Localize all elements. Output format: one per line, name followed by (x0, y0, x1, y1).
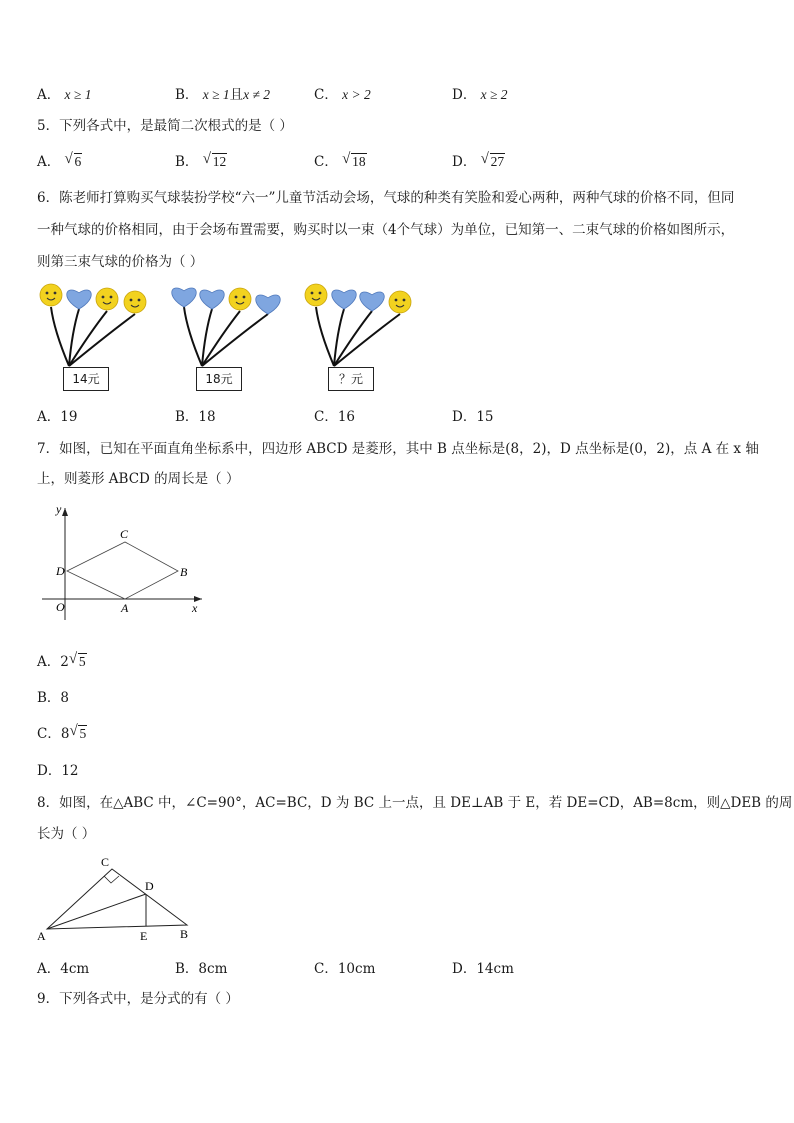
q6-stem-line1: 6．陈老师打算购买气球装扮学校“六一”儿童节活动会场，气球的种类有笑脸和爱心两种，两种气球的价格不同，但同 (37, 190, 735, 206)
q8-option-c (314, 957, 375, 977)
rhombus-coordinate-figure (37, 500, 207, 630)
price-label: ？元 (328, 367, 374, 391)
option-letter: A． (37, 87, 61, 103)
heart-balloon-icon (200, 290, 225, 309)
q7-stem-line1: 7．如图，已知在平面直角坐标系中，四边形 ABCD 是菱形，其中 B 点坐标是(8，2)，D 点坐标是(0，2)，点 A 在 x 轴 (37, 441, 759, 457)
option-letter: B． (175, 154, 199, 170)
option-letter: B． (175, 409, 199, 425)
smiley-balloon-icon (124, 291, 146, 313)
q8-stem-line1: 8．如图，在△ABC 中，∠C=90°，AC=BC，D 为 BC 上一点，且 DE⊥AB 于 E，若 DE=CD，AB=8cm，则△DEB 的周 (37, 795, 793, 811)
sqrt-expression: √ 5 (68, 651, 86, 669)
balloon-string (334, 314, 400, 366)
label-c: C (101, 855, 110, 869)
label-d: D (56, 564, 65, 578)
balloon-string (334, 311, 372, 366)
option-value: 8 (60, 690, 70, 706)
sqrt-expression: √ 5 (69, 723, 87, 741)
q7-stem-line2: 上，则菱形 ABCD 的周长是（ ） (37, 471, 240, 487)
q5-stem: 5．下列各式中，是最简二次根式的是（ ） (37, 118, 293, 134)
q5-option-d (452, 150, 505, 170)
q5-option-a (37, 150, 82, 170)
heart-balloon-icon (67, 290, 92, 309)
option-conjunction: 且 (229, 87, 244, 103)
smiley-balloon-icon (389, 291, 411, 313)
option-expression: x ≥ 1 (202, 87, 230, 102)
q4-option-b (175, 83, 270, 103)
option-coefficient: 2 (60, 654, 69, 670)
price-label: 18元 (196, 367, 242, 391)
label-d: D (145, 879, 154, 893)
q6-stem-line2: 一种气球的价格相同，由于会场布置需要，购买时以一束（4个气球）为单位，已知第一、二束气球的价格如图所示， (37, 222, 735, 238)
radicand: 5 (78, 654, 86, 669)
option-letter: D． (37, 763, 62, 779)
option-value: 8cm (198, 961, 228, 977)
smiley-balloon-icon (40, 284, 62, 306)
option-value: 19 (60, 409, 78, 425)
label-a: A (37, 929, 46, 943)
q8-option-a (37, 957, 89, 977)
balloon-string (316, 307, 334, 366)
q6-option-c (314, 405, 355, 425)
q9-stem: 9．下列各式中，是分式的有（ ） (37, 991, 239, 1007)
q4-option-c (314, 83, 371, 103)
smiley-balloon-icon (96, 288, 118, 310)
option-letter: D． (452, 409, 477, 425)
balloon-string (69, 311, 107, 366)
option-value: 14cm (476, 961, 514, 977)
heart-balloon-icon (256, 295, 281, 314)
q6-option-d (452, 405, 494, 425)
option-letter: D． (452, 154, 477, 170)
q4-option-a (37, 83, 91, 103)
q7-option-c (37, 722, 87, 742)
option-letter: D． (452, 87, 477, 103)
sqrt-expression: √ 6 (64, 151, 82, 169)
q6-stem-line3: 则第三束气球的价格为（ ） (37, 254, 204, 270)
option-expression: x ≥ 2 (480, 87, 508, 102)
smiley-balloon-icon (229, 288, 251, 310)
y-axis-arrow (62, 508, 68, 516)
price-label: 14元 (63, 367, 109, 391)
option-value: 15 (476, 409, 494, 425)
q8-option-b (175, 957, 227, 977)
rhombus-abcd (67, 542, 178, 599)
option-letter: B． (175, 87, 199, 103)
smiley-balloon-icon (305, 284, 327, 306)
q5-option-b (175, 150, 227, 170)
label-y: y (56, 502, 62, 516)
option-value: 4cm (60, 961, 90, 977)
option-letter: C． (314, 87, 338, 103)
option-coefficient: 8 (60, 726, 70, 742)
option-letter: A． (37, 961, 61, 977)
segment-ad (47, 894, 146, 929)
label-origin: O (56, 600, 65, 614)
balloon-figure (37, 280, 417, 395)
label-a: A (121, 601, 129, 615)
option-expression: x ≥ 1 (64, 87, 92, 102)
option-letter: C． (314, 409, 338, 425)
option-letter: B． (175, 961, 199, 977)
q6-option-b (175, 405, 216, 425)
q4-option-d (452, 83, 508, 103)
label-b: B (180, 927, 189, 941)
q5-option-c (314, 150, 367, 170)
heart-balloon-icon (360, 292, 385, 311)
option-letter: B． (37, 690, 61, 706)
option-letter: C． (37, 726, 61, 742)
heart-balloon-icon (332, 290, 357, 309)
radicand: 12 (212, 154, 227, 169)
q6-option-a (37, 405, 77, 425)
option-value: 12 (61, 763, 79, 779)
option-letter: A． (37, 654, 61, 670)
radicand: 27 (490, 154, 505, 169)
radicand: 6 (74, 154, 82, 169)
triangle-figure (35, 852, 200, 944)
option-letter: A． (37, 154, 61, 170)
label-c: C (120, 527, 129, 541)
q8-option-d (452, 957, 514, 977)
radicand: 18 (352, 154, 366, 169)
q7-option-b (37, 686, 69, 706)
q8-stem-line2: 长为（ ） (37, 826, 96, 842)
balloon-string (202, 311, 240, 366)
sqrt-expression: √ 12 (202, 151, 227, 169)
option-expression: x ≠ 2 (243, 87, 271, 102)
heart-balloon-icon (172, 288, 197, 307)
label-e: E (140, 929, 148, 943)
radicand: 5 (79, 726, 87, 741)
q7-option-d (37, 759, 79, 779)
label-b: B (180, 565, 188, 579)
option-letter: C． (314, 961, 338, 977)
balloon-string (69, 314, 135, 366)
sqrt-expression: √ 18 (342, 151, 366, 169)
option-value: 16 (337, 409, 356, 425)
option-value: 10cm (337, 961, 376, 977)
sqrt-expression: √ 27 (480, 151, 505, 169)
balloon-string (51, 307, 69, 366)
option-expression: x > 2 (342, 87, 371, 102)
option-letter: C． (314, 154, 338, 170)
balloon-string (184, 307, 202, 366)
option-letter: A． (37, 409, 61, 425)
option-letter: D． (452, 961, 477, 977)
label-x: x (192, 601, 198, 615)
q7-option-a (37, 650, 87, 670)
option-value: 18 (198, 409, 216, 425)
balloon-string (202, 314, 268, 366)
right-angle-mark (104, 876, 119, 883)
